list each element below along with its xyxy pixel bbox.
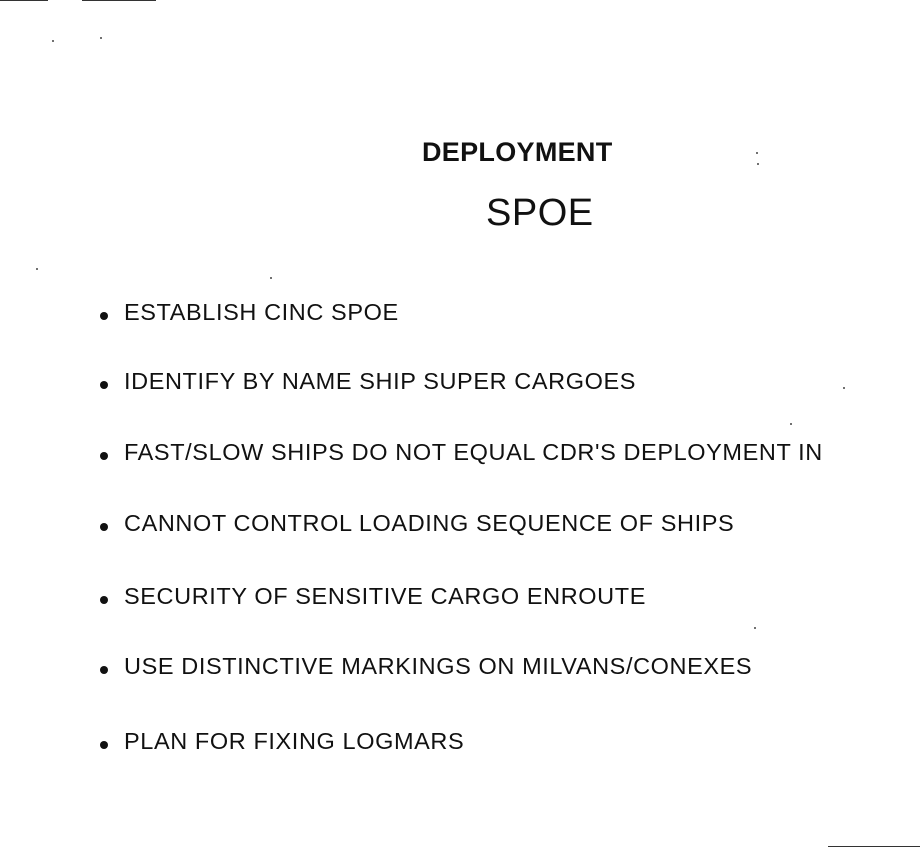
list-item-text: PLAN FOR FIXING LOGMARS (124, 728, 465, 754)
list-item-text: USE DISTINCTIVE MARKINGS ON MILVANS/CONEXES (124, 653, 753, 679)
bullet-icon (100, 596, 108, 604)
list-item-text: CANNOT CONTROL LOADING SEQUENCE OF SHIPS (124, 510, 735, 536)
scan-speck (36, 268, 38, 270)
list-item (100, 510, 920, 542)
list-item (100, 299, 920, 331)
scan-speck (754, 627, 756, 629)
scan-edge-line (82, 0, 156, 1)
bullet-icon (100, 741, 108, 749)
list-item-text: FAST/SLOW SHIPS DO NOT EQUAL CDR'S DEPLOYMENT IN (124, 439, 823, 465)
list-item (100, 439, 920, 471)
scan-edge-line (828, 846, 920, 847)
scan-edge-line (0, 0, 48, 1)
scan-speck (100, 37, 102, 39)
scan-speck (52, 40, 54, 42)
list-item (100, 368, 920, 400)
list-item-text: SECURITY OF SENSITIVE CARGO ENROUTE (124, 583, 646, 609)
bullet-icon (100, 666, 108, 674)
scan-speck (790, 423, 792, 425)
bullet-icon (100, 523, 108, 531)
scan-speck (756, 152, 758, 154)
bullet-icon (100, 381, 108, 389)
scan-speck (757, 163, 759, 165)
list-item (100, 728, 920, 760)
bullet-icon (100, 312, 108, 320)
list-item-text: ESTABLISH CINC SPOE (124, 299, 399, 325)
scan-speck (270, 277, 272, 279)
list-item-text: IDENTIFY BY NAME SHIP SUPER CARGOES (124, 368, 637, 394)
list-item (100, 583, 920, 615)
page-subtitle: SPOE (486, 192, 594, 234)
page-title: DEPLOYMENT (422, 137, 613, 167)
bullet-icon (100, 452, 108, 460)
list-item (100, 653, 920, 685)
